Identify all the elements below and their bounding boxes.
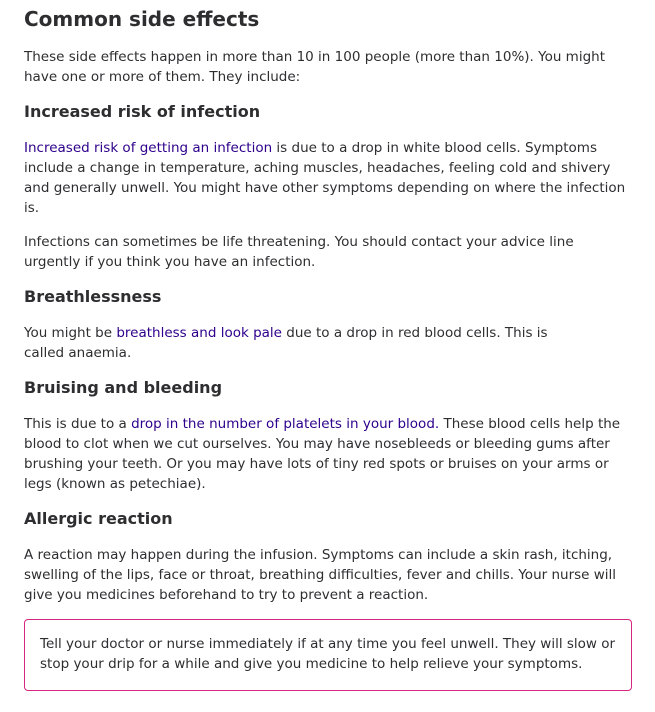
bruising-text-pre: This is due to a <box>24 416 132 432</box>
bruising-paragraph <box>24 414 634 494</box>
infection-link[interactable]: Increased risk of getting an infection <box>24 140 273 156</box>
infection-paragraph-1 <box>24 138 634 218</box>
callout-text: Tell your doctor or nurse immediately if at any time you feel unwell. They will slow or stop your drip for a while and give you medicine to help relieve your symptoms. <box>40 636 616 672</box>
breathlessness-text-post: due to a drop in red blood cells. This is <box>281 325 548 341</box>
allergic-paragraph: A reaction may happen during the infusion. Symptoms can include a skin rash, itching, swelling of the lips, face or throat, breathing difficulties, fever and chills. Your nurse will give you medicines beforehand to try to prevent a reaction. <box>24 547 617 603</box>
heading-bruising: Bruising and bleeding <box>24 378 223 397</box>
heading-infection: Increased risk of infection <box>24 102 261 121</box>
breathlessness-text-pre: You might be <box>24 325 117 341</box>
warning-callout <box>24 619 632 691</box>
heading-allergic: Allergic reaction <box>24 509 173 528</box>
breathlessness-text-line2: called anaemia. <box>24 345 132 361</box>
breathlessness-paragraph <box>24 323 634 363</box>
breathless-link[interactable]: breathless and look pale <box>116 325 282 341</box>
infection-paragraph-2: Infections can sometimes be life threatening. You should contact your advice line urgently if you think you have an infection. <box>24 234 574 270</box>
infection-text: is due to a drop in white blood cells. Symptoms include a change in temperature, aching muscles, headaches, feeling cold and shivery and generally unwell. You might have other symptoms depending on where the infection is. <box>24 140 626 216</box>
page-title: Common side effects <box>24 7 260 31</box>
platelets-link[interactable]: drop in the number of platelets in your blood. <box>131 416 440 432</box>
bruising-text-post: These blood cells help the blood to clot when we cut ourselves. You may have nosebleeds or bleeding gums after brushing your teeth. Or you may have lots of tiny red spots or bruises on your arms or legs (known as petechiae). <box>24 416 621 492</box>
heading-breathlessness: Breathlessness <box>24 287 162 306</box>
intro-text: These side effects happen in more than 10 in 100 people (more than 10%). You might have one or more of them. They include: <box>24 49 606 85</box>
